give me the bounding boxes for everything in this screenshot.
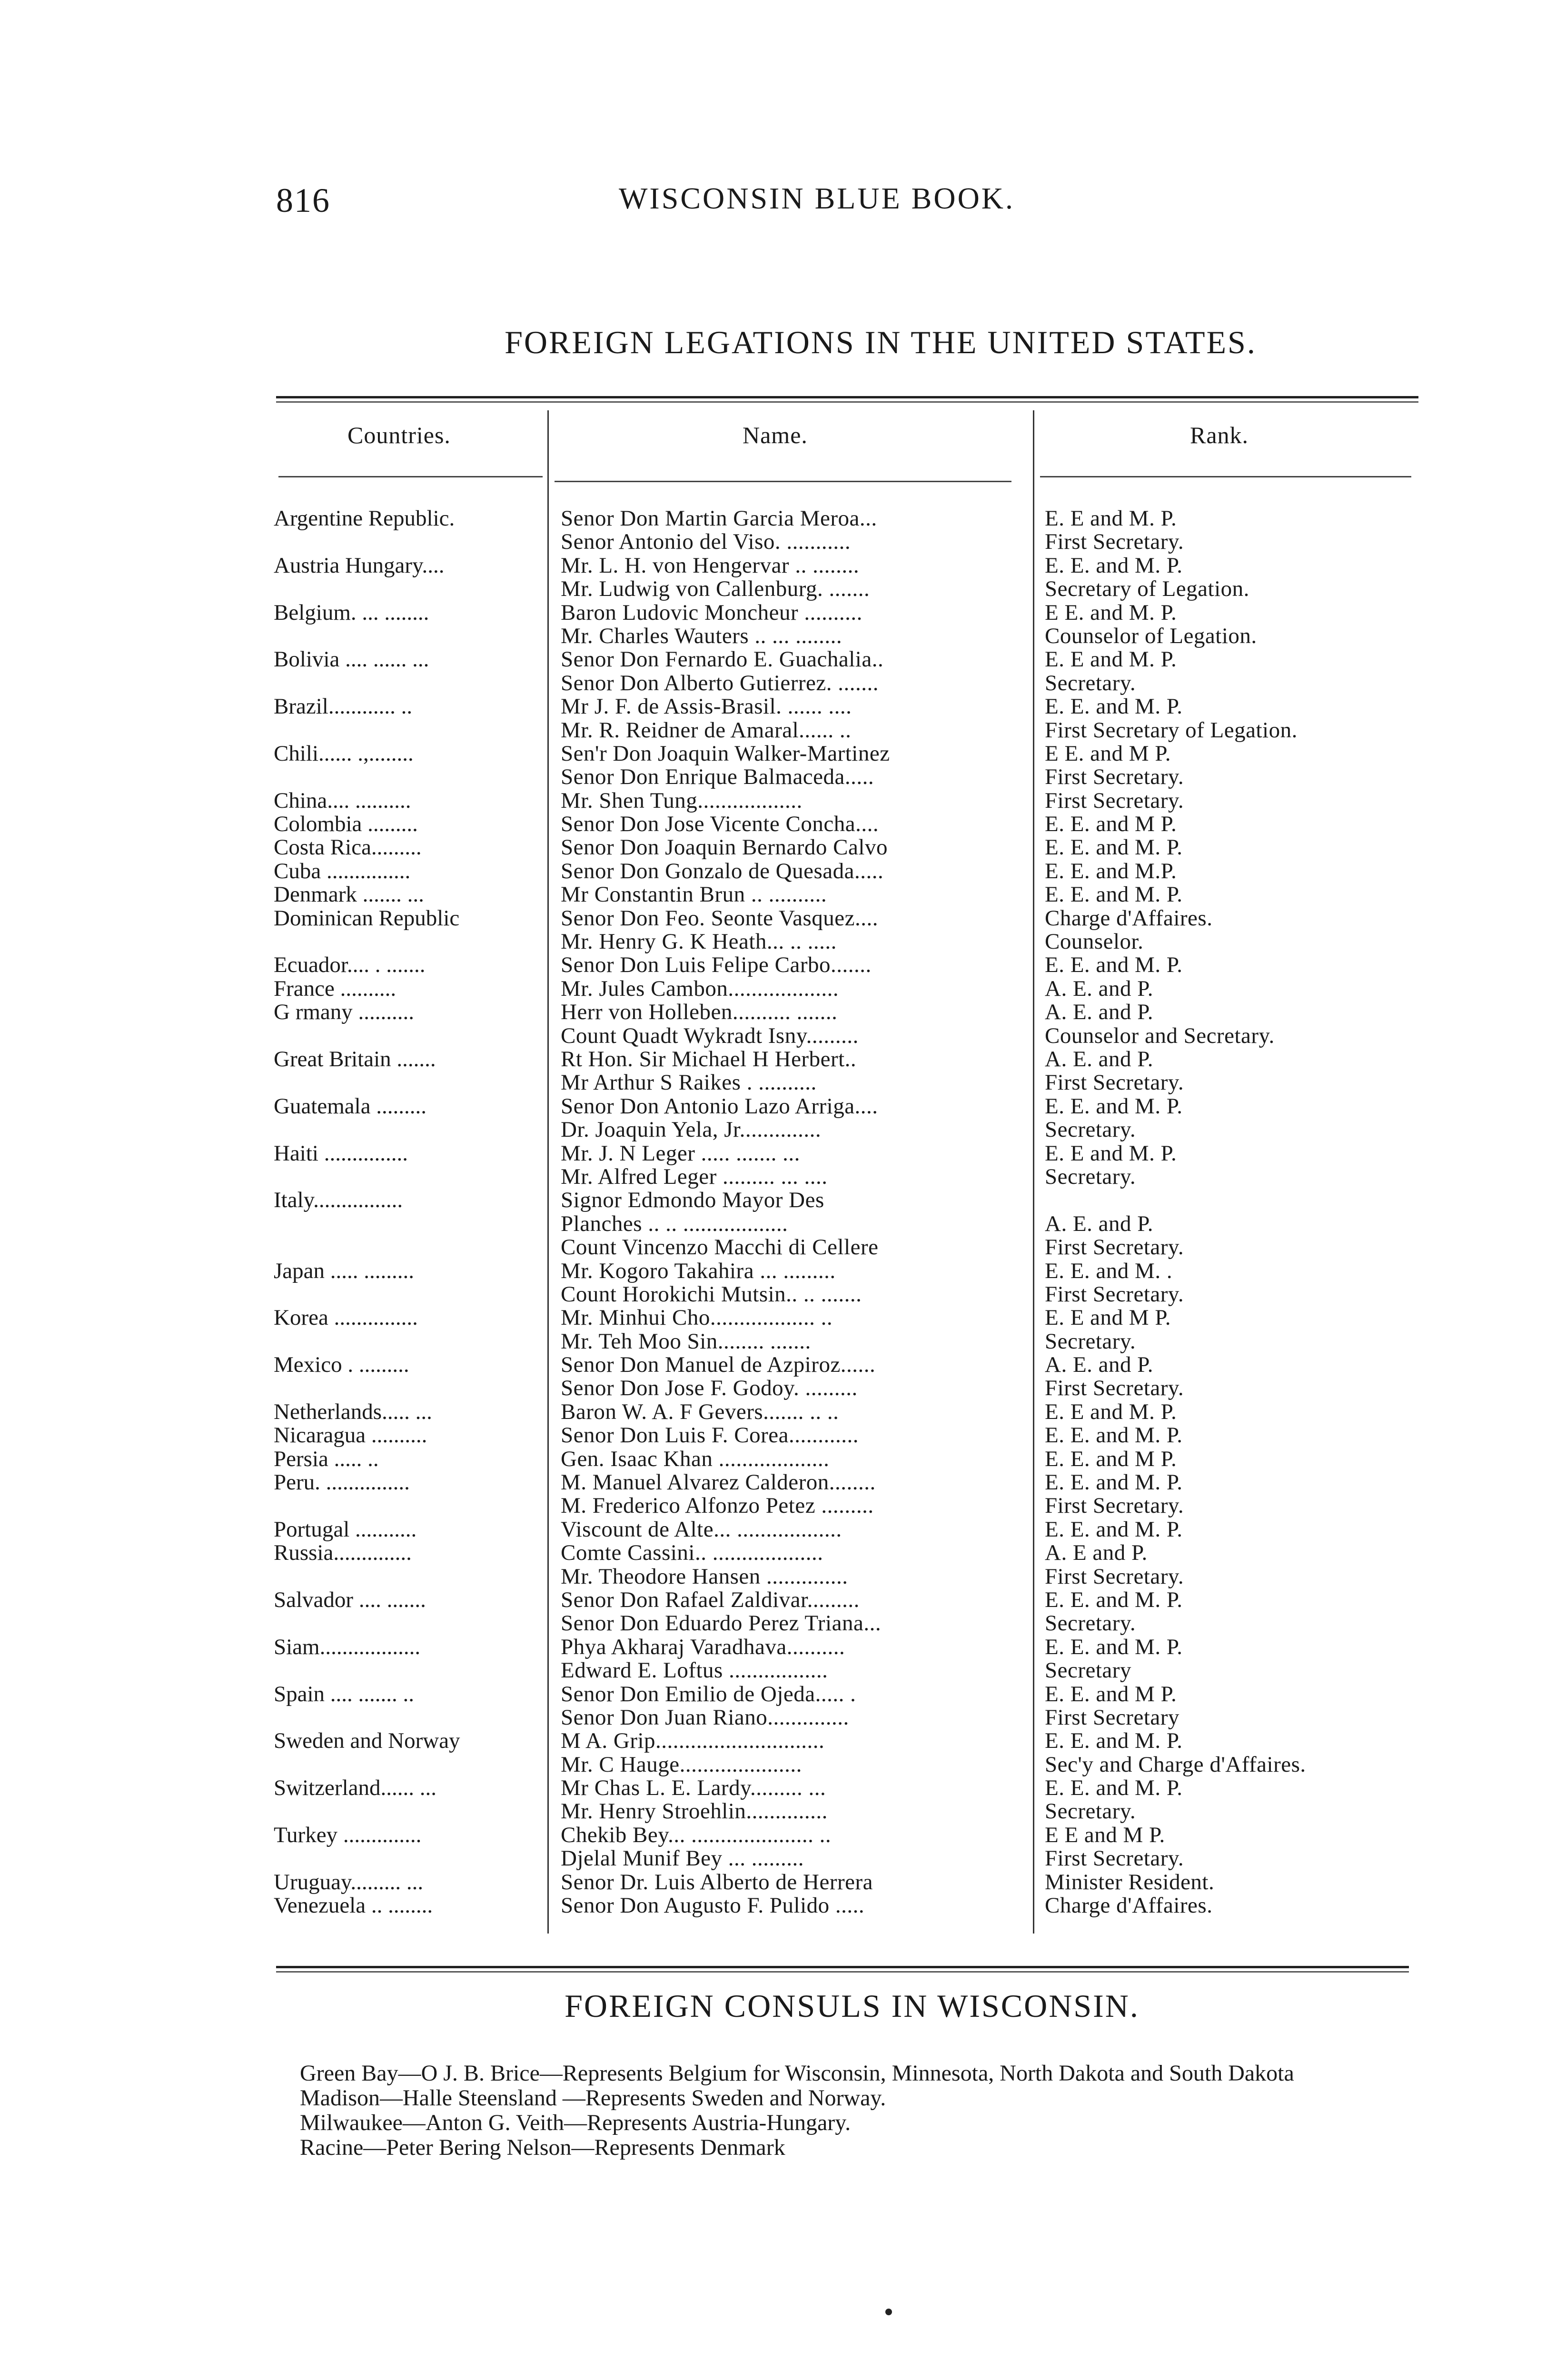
table-row xyxy=(274,883,1426,906)
consul-entry: Milwaukee—Anton G. Veith—Represents Austria-Hungary. xyxy=(300,2110,851,2135)
header-rule-name xyxy=(555,481,1011,482)
country-cell: Guatemala ......... xyxy=(274,1094,427,1119)
name-cell: Senor Don Juan Riano.............. xyxy=(561,1706,849,1730)
rank-cell: Secretary of Legation. xyxy=(1045,577,1249,601)
country-cell: Nicaragua .......... xyxy=(274,1424,427,1448)
country-cell: Colombia ......... xyxy=(274,813,418,836)
country-cell: Venezuela .. ........ xyxy=(274,1894,433,1918)
country-cell: Mexico . ......... xyxy=(274,1353,409,1377)
table-row xyxy=(274,1189,1426,1212)
table-row xyxy=(274,813,1426,836)
rank-cell: First Secretary. xyxy=(1045,1847,1184,1871)
table-row xyxy=(274,577,1426,601)
name-cell: Senor Don Emilio de Ojeda..... . xyxy=(561,1682,856,1706)
name-cell: M. Frederico Alfonzo Petez ......... xyxy=(561,1494,874,1518)
page-header xyxy=(276,181,1409,224)
name-cell: Mr. Henry Stroehlin.............. xyxy=(561,1800,828,1824)
country-cell: Italy................ xyxy=(274,1189,403,1212)
country-cell: Uruguay......... ... xyxy=(274,1870,424,1894)
country-cell: Great Britain ....... xyxy=(274,1047,436,1071)
table-row xyxy=(274,1588,1426,1612)
legations-table xyxy=(274,507,1426,1917)
table-row xyxy=(274,1071,1426,1094)
country-cell: France .......... xyxy=(274,977,396,1001)
rank-cell: E. E. and M. P. xyxy=(1045,1424,1183,1448)
name-cell: Mr Constantin Brun .. .......... xyxy=(561,883,827,907)
table-row xyxy=(274,695,1426,718)
table-row xyxy=(274,1353,1426,1377)
table-row xyxy=(274,1048,1426,1071)
rank-cell: First Secretary. xyxy=(1045,789,1184,813)
country-cell: G rmany .......... xyxy=(274,1001,415,1024)
name-cell: Gen. Isaac Khan ................... xyxy=(561,1447,830,1471)
name-cell: Mr. Alfred Leger ......... ... .... xyxy=(561,1165,828,1189)
rank-cell: First Secretary. xyxy=(1045,1377,1184,1400)
rank-cell: First Secretary xyxy=(1045,1706,1179,1730)
rank-cell: First Secretary. xyxy=(1045,1236,1184,1259)
name-cell: Mr. L. H. von Hengervar .. ........ xyxy=(561,554,860,578)
rank-cell: A. E. and P. xyxy=(1045,1353,1153,1377)
table-row xyxy=(274,1636,1426,1659)
table-row xyxy=(274,1824,1426,1847)
legations-title: FOREIGN LEGATIONS IN THE UNITED STATES. xyxy=(505,324,1257,360)
table-row xyxy=(274,1330,1426,1353)
table-row xyxy=(274,742,1426,765)
rank-cell: Sec'y and Charge d'Affaires. xyxy=(1045,1753,1306,1777)
country-cell: Chili...... .,........ xyxy=(274,742,414,766)
table-row xyxy=(274,1118,1426,1141)
country-cell: Turkey .............. xyxy=(274,1823,422,1847)
country-cell: Netherlands..... ... xyxy=(274,1400,432,1424)
country-cell: Costa Rica......... xyxy=(274,836,422,860)
table-row xyxy=(274,930,1426,953)
consul-entry: Green Bay—O J. B. Brice—Represents Belgium for Wisconsin, Minnesota, North Dakota and South Dakota xyxy=(300,2061,1294,2086)
rank-cell: First Secretary of Legation. xyxy=(1045,718,1298,742)
table-row xyxy=(274,907,1426,930)
table-row xyxy=(274,625,1426,648)
name-cell: Chekib Bey... ..................... .. xyxy=(561,1823,832,1847)
rank-cell: E. E and M. P. xyxy=(1045,648,1177,672)
name-cell: Mr. Theodore Hansen .............. xyxy=(561,1565,848,1588)
country-cell: Sweden and Norway xyxy=(274,1729,460,1753)
table-row xyxy=(274,836,1426,859)
table-row xyxy=(274,1095,1426,1118)
table-top-rule xyxy=(276,396,1418,403)
rank-cell: E. E. and M. P. xyxy=(1045,695,1183,719)
rank-cell: Secretary. xyxy=(1045,671,1136,695)
table-row xyxy=(274,1776,1426,1800)
name-cell: Edward E. Loftus ................. xyxy=(561,1659,828,1683)
table-row xyxy=(274,1377,1426,1400)
name-cell: Sen'r Don Joaquin Walker-Martinez xyxy=(561,742,890,766)
running-title: WISCONSIN BLUE BOOK. xyxy=(619,181,1015,215)
name-cell: Viscount de Alte... .................. xyxy=(561,1517,842,1542)
country-cell: Dominican Republic xyxy=(274,906,460,931)
rank-cell: E. E. and M P. xyxy=(1045,813,1177,836)
country-cell: Portugal ........... xyxy=(274,1517,417,1542)
table-row xyxy=(274,601,1426,625)
country-cell: China.... .......... xyxy=(274,789,411,813)
consuls-list xyxy=(286,2061,1418,2160)
consuls-title: FOREIGN CONSULS IN WISCONSIN. xyxy=(565,1988,1140,2024)
table-row xyxy=(274,1400,1426,1424)
country-cell: Haiti ............... xyxy=(274,1141,408,1165)
table-row xyxy=(274,953,1426,977)
name-cell: Senor Don Alberto Gutierrez. ....... xyxy=(561,671,879,695)
name-cell: M A. Grip............................. xyxy=(561,1729,825,1753)
rank-cell: Secretary. xyxy=(1045,1612,1136,1636)
name-cell: Mr. J. N Leger ..... ....... ... xyxy=(561,1141,800,1165)
name-cell: Senor Don Luis F. Corea............ xyxy=(561,1424,859,1448)
name-cell: Senor Don Jose F. Godoy. ......... xyxy=(561,1377,858,1400)
rank-cell: A. E and P. xyxy=(1045,1541,1148,1565)
table-row xyxy=(274,1518,1426,1541)
column-header-rank: Rank. xyxy=(1190,422,1249,448)
table-row xyxy=(274,860,1426,883)
rank-cell: E. E. and M. P. xyxy=(1045,1517,1183,1542)
ink-dot xyxy=(885,2309,892,2315)
rank-cell: E. E and M. P. xyxy=(1045,507,1177,531)
column-header-name: Name. xyxy=(743,422,808,448)
name-cell: Mr. Minhui Cho.................. .. xyxy=(561,1306,833,1330)
name-cell: Mr. Charles Wauters .. ... ........ xyxy=(561,624,842,648)
table-row xyxy=(274,554,1426,577)
rank-cell: First Secretary. xyxy=(1045,765,1184,789)
table-row xyxy=(274,1871,1426,1894)
name-cell: Comte Cassini.. ................... xyxy=(561,1541,823,1565)
rank-cell: Secretary. xyxy=(1045,1800,1136,1824)
name-cell: Baron Ludovic Moncheur .......... xyxy=(561,601,862,625)
name-cell: Dr. Joaquin Yela, Jr.............. xyxy=(561,1118,822,1142)
table-row xyxy=(274,530,1426,554)
rank-cell: Counselor and Secretary. xyxy=(1045,1024,1275,1048)
name-cell: Mr. Henry G. K Heath... .. ..... xyxy=(561,930,837,954)
page-number: 816 xyxy=(276,181,330,219)
rank-cell: Charge d'Affaires. xyxy=(1045,1894,1213,1918)
country-cell: Spain .... ....... .. xyxy=(274,1682,415,1706)
rank-cell: E E. and M P. xyxy=(1045,742,1171,766)
table-row xyxy=(274,1259,1426,1283)
table-row xyxy=(274,1424,1426,1447)
name-cell: Mr. Teh Moo Sin........ ....... xyxy=(561,1329,811,1354)
rank-cell: E. E and M. P. xyxy=(1045,1141,1177,1165)
name-cell: Planches .. .. .................. xyxy=(561,1212,788,1236)
rank-cell: E. E. and M. P. xyxy=(1045,1588,1183,1612)
rank-cell: E. E. and M. P. xyxy=(1045,1094,1183,1119)
table-row xyxy=(274,507,1426,530)
country-cell: Salvador .... ....... xyxy=(274,1588,426,1612)
rank-cell: E. E and M P. xyxy=(1045,1306,1171,1330)
table-row xyxy=(274,1024,1426,1048)
table-row xyxy=(274,1894,1426,1917)
rank-cell: E. E. and M. P. xyxy=(1045,953,1183,977)
rank-cell: E E and M P. xyxy=(1045,1823,1165,1847)
name-cell: Senor Don Manuel de Azpiroz...... xyxy=(561,1353,876,1377)
table-row xyxy=(274,1706,1426,1729)
country-cell: Austria Hungary.... xyxy=(274,554,445,578)
country-cell: Korea ............... xyxy=(274,1306,418,1330)
rank-cell: E. E. and M. P. xyxy=(1045,836,1183,860)
name-cell: Mr Arthur S Raikes . .......... xyxy=(561,1071,817,1095)
table-row xyxy=(274,1800,1426,1823)
rank-cell: Charge d'Affaires. xyxy=(1045,906,1213,931)
rank-cell: E. E. and M. P. xyxy=(1045,883,1183,907)
name-cell: Count Horokichi Mutsin.. .. ....... xyxy=(561,1282,862,1307)
name-cell: M. Manuel Alvarez Calderon........ xyxy=(561,1471,876,1495)
name-cell: Count Vincenzo Macchi di Cellere xyxy=(561,1236,879,1259)
rank-cell: Secretary. xyxy=(1045,1329,1136,1354)
table-row xyxy=(274,1659,1426,1682)
country-cell: Russia.............. xyxy=(274,1541,412,1565)
table-row xyxy=(274,1753,1426,1776)
rank-cell: E. E. and M P. xyxy=(1045,1682,1177,1706)
rank-cell: A. E. and P. xyxy=(1045,1047,1153,1071)
country-cell: Bolivia .... ...... ... xyxy=(274,648,429,672)
table-row xyxy=(274,1471,1426,1494)
name-cell: Mr. Shen Tung.................. xyxy=(561,789,803,813)
rank-cell: Counselor. xyxy=(1045,930,1144,954)
rank-cell: E E. and M. P. xyxy=(1045,601,1177,625)
name-cell: Senor Don Luis Felipe Carbo....... xyxy=(561,953,872,977)
name-cell: Senor Don Martin Garcia Meroa... xyxy=(561,507,877,531)
rank-cell: Secretary xyxy=(1045,1659,1131,1683)
rank-cell: Secretary. xyxy=(1045,1118,1136,1142)
name-cell: Senor Don Antonio Lazo Arriga.... xyxy=(561,1094,878,1119)
rank-cell: E. E. and M. . xyxy=(1045,1259,1173,1283)
name-cell: Senor Don Fernardo E. Guachalia.. xyxy=(561,648,884,672)
rank-cell: E. E. and M. P. xyxy=(1045,1776,1183,1800)
table-row xyxy=(274,1001,1426,1024)
table-row xyxy=(274,789,1426,813)
rank-cell: E. E. and M.P. xyxy=(1045,859,1177,883)
country-cell: Switzerland...... ... xyxy=(274,1776,436,1800)
country-cell: Peru. ............... xyxy=(274,1471,410,1495)
table-row xyxy=(274,765,1426,789)
country-cell: Persia ..... .. xyxy=(274,1447,379,1471)
header-rule-rank xyxy=(1040,476,1411,477)
rank-cell: E. E. and M P. xyxy=(1045,1447,1177,1471)
rank-cell: First Secretary. xyxy=(1045,530,1184,554)
name-cell: Mr. Ludwig von Callenburg. ....... xyxy=(561,577,870,601)
country-cell: Japan ..... ......... xyxy=(274,1259,415,1283)
rank-cell: E. E. and M. P. xyxy=(1045,1635,1183,1659)
rank-cell: A. E. and P. xyxy=(1045,1212,1153,1236)
table-row xyxy=(274,1165,1426,1189)
rank-cell: E. E. and M. P. xyxy=(1045,1471,1183,1495)
rank-cell: A. E. and P. xyxy=(1045,1001,1153,1024)
rank-cell: E. E. and M. P. xyxy=(1045,554,1183,578)
rank-cell: Secretary. xyxy=(1045,1165,1136,1189)
name-cell: Senor Don Rafael Zaldivar......... xyxy=(561,1588,860,1612)
name-cell: Senor Dr. Luis Alberto de Herrera xyxy=(561,1870,873,1894)
rank-cell: First Secretary. xyxy=(1045,1071,1184,1095)
table-row xyxy=(274,1212,1426,1236)
table-row xyxy=(274,1236,1426,1259)
name-cell: Signor Edmondo Mayor Des xyxy=(561,1189,824,1212)
table-row xyxy=(274,1541,1426,1565)
rank-cell: First Secretary. xyxy=(1045,1494,1184,1518)
rank-cell: First Secretary. xyxy=(1045,1282,1184,1307)
table-row xyxy=(274,1306,1426,1329)
name-cell: Senor Don Eduardo Perez Triana... xyxy=(561,1612,882,1636)
table-row xyxy=(274,1494,1426,1517)
name-cell: Mr. R. Reidner de Amaral...... .. xyxy=(561,718,852,742)
consul-entry: Madison—Halle Steensland —Represents Sweden and Norway. xyxy=(300,2085,886,2111)
rank-cell: E. E and M. P. xyxy=(1045,1400,1177,1424)
name-cell: Rt Hon. Sir Michael H Herbert.. xyxy=(561,1047,857,1071)
column-header-countries: Countries. xyxy=(347,422,451,448)
table-row xyxy=(274,1612,1426,1635)
table-row xyxy=(274,1565,1426,1588)
rank-cell: Counselor of Legation. xyxy=(1045,624,1257,648)
country-cell: Ecuador.... . ....... xyxy=(274,953,426,977)
country-cell: Brazil............ .. xyxy=(274,695,413,719)
consul-entry: Racine—Peter Bering Nelson—Represents Denmark xyxy=(300,2135,785,2160)
name-cell: Senor Antonio del Viso. ........... xyxy=(561,530,851,554)
table-row xyxy=(274,1683,1426,1706)
name-cell: Senor Don Feo. Seonte Vasquez.... xyxy=(561,906,879,931)
name-cell: Senor Don Jose Vicente Concha.... xyxy=(561,813,879,836)
rank-cell: E. E. and M. P. xyxy=(1045,1729,1183,1753)
rank-cell: First Secretary. xyxy=(1045,1565,1184,1588)
name-cell: Senor Don Augusto F. Pulido ..... xyxy=(561,1894,865,1918)
table-bottom-rule xyxy=(276,1966,1409,1973)
table-row xyxy=(274,1729,1426,1753)
name-cell: Djelal Munif Bey ... ......... xyxy=(561,1847,804,1871)
table-row xyxy=(274,1283,1426,1306)
name-cell: Senor Don Gonzalo de Quesada..... xyxy=(561,859,884,883)
name-cell: Mr. Jules Cambon................... xyxy=(561,977,839,1001)
name-cell: Senor Don Enrique Balmaceda..... xyxy=(561,765,874,789)
table-row xyxy=(274,672,1426,695)
table-row xyxy=(274,977,1426,1001)
table-row xyxy=(274,1448,1426,1471)
rank-cell: A. E. and P. xyxy=(1045,977,1153,1001)
header-rule-countries xyxy=(278,476,543,477)
country-cell: Belgium. ... ........ xyxy=(274,601,429,625)
name-cell: Mr. Kogoro Takahira ... ......... xyxy=(561,1259,836,1283)
rank-cell: Minister Resident. xyxy=(1045,1870,1215,1894)
name-cell: Mr J. F. de Assis-Brasil. ...... .... xyxy=(561,695,852,719)
table-row xyxy=(274,719,1426,742)
name-cell: Herr von Holleben.......... ....... xyxy=(561,1001,838,1024)
name-cell: Senor Don Joaquin Bernardo Calvo xyxy=(561,836,888,860)
name-cell: Mr. C Hauge..................... xyxy=(561,1753,802,1777)
name-cell: Phya Akharaj Varadhava.......... xyxy=(561,1635,845,1659)
table-row xyxy=(274,648,1426,671)
country-cell: Denmark ....... ... xyxy=(274,883,424,907)
name-cell: Mr Chas L. E. Lardy......... ... xyxy=(561,1776,826,1800)
table-row xyxy=(274,1142,1426,1165)
country-cell: Siam.................. xyxy=(274,1635,421,1659)
country-cell: Argentine Republic. xyxy=(274,507,455,531)
country-cell: Cuba ............... xyxy=(274,859,411,883)
table-row xyxy=(274,1847,1426,1870)
name-cell: Baron W. A. F Gevers....... .. .. xyxy=(561,1400,839,1424)
name-cell: Count Quadt Wykradt Isny......... xyxy=(561,1024,859,1048)
